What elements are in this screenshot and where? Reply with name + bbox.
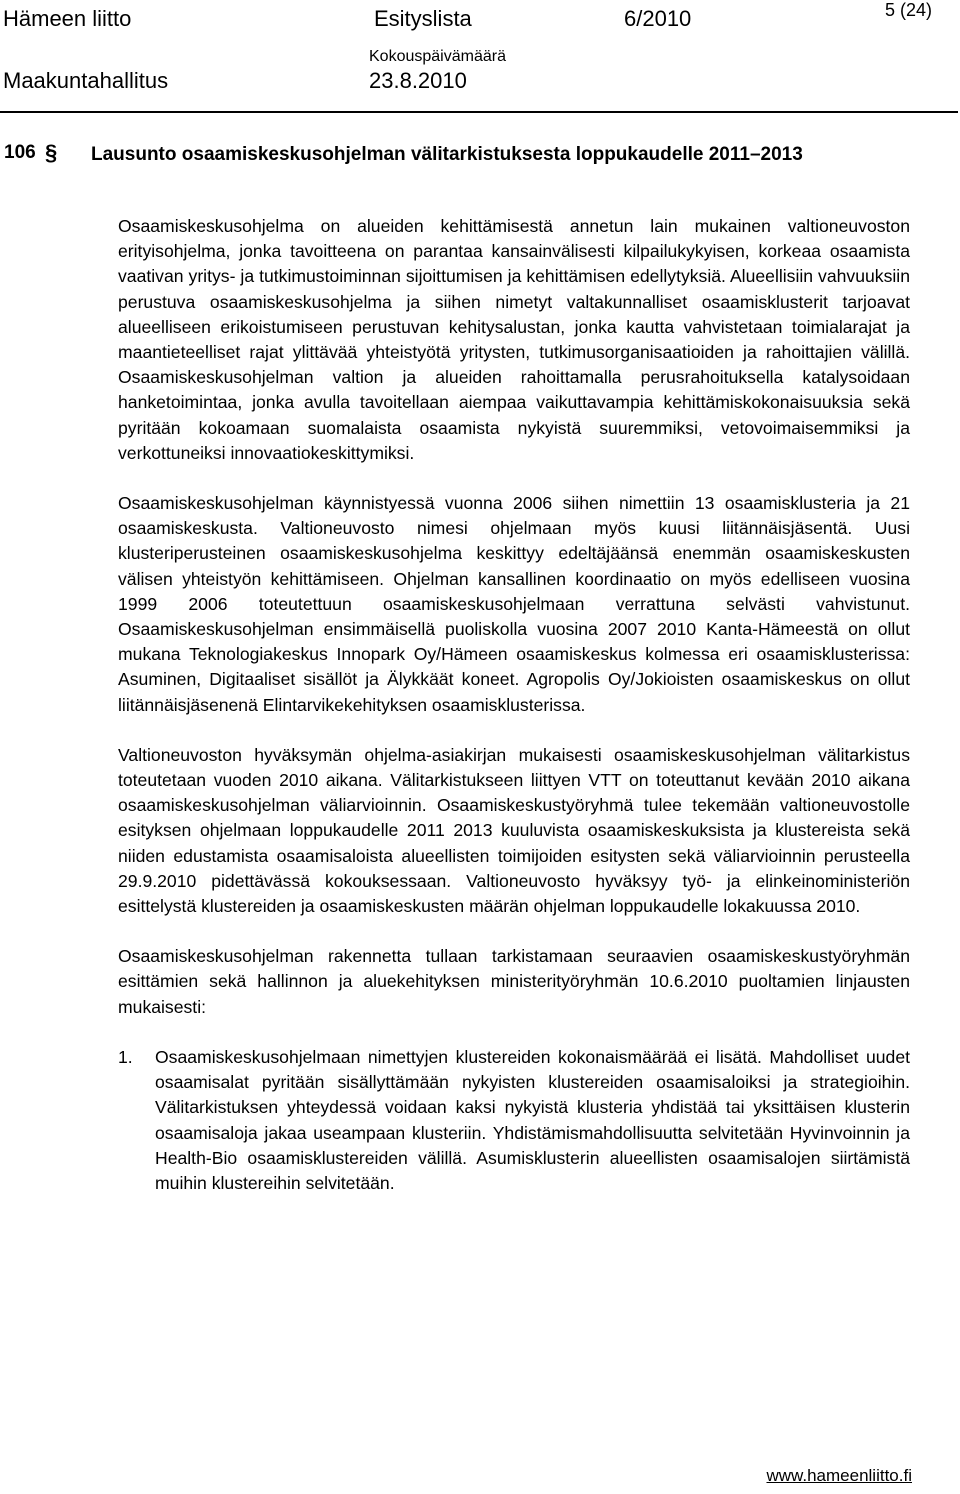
document-type: Esityslista xyxy=(374,6,472,31)
guideline-list xyxy=(118,1045,910,1196)
document-number: 6/2010 xyxy=(624,6,692,31)
section-number: 106 xyxy=(4,142,36,163)
paragraph: Osaamiskeskusohjelman rakennetta tullaan tarkistamaan seuraavien osaamiskeskustyöryhmän esittämien sekä hallinnon ja aluekehityksen ministerityöryhmän 10.6.2010 puoltamien linjausten mukaisesti: xyxy=(118,946,910,1017)
sub-organization-name: Maakuntahallitus xyxy=(3,68,169,93)
organization-name: Hämeen liitto xyxy=(3,6,132,31)
paragraph: Valtioneuvoston hyväksymän ohjelma-asiakirjan mukaisesti osaamiskeskusohjelman välitarkistus toteutetaan vuoden 2010 aikana. Välitarkistukseen liittyen VTT on toteuttanut kevään 2010 aikana osaamiskeskusohjelman väliarvioinnin. Osaamiskeskustyöryhmä tulee tekemään valtioneuvostolle esityksen ohjelmaan loppukaudelle 2011 2013 kuuluvista osaamiskeskuksista ja klustereista sekä niiden edustamista osaamisaloista alueellisten toimijoiden esitysten sekä väliarvioinnin perusteella 29.9.2010 pidettävässä kokouksessaan. Valtioneuvosto hyväksyy työ- ja elinkeinoministeriön esittelystä klustereiden ja osaamiskeskusten määrän ohjelman loppukaudelle lokakuussa 2010. xyxy=(118,744,910,917)
paragraph: Osaamiskeskusohjelman käynnistyessä vuonna 2006 siihen nimettiin 13 osaamisklusteria ja 21 osaamiskeskusta. Valtioneuvosto nimesi ohjelmaan myös kuusi liitännäisjäsentä. Uusi klusteriperusteinen osaamiskeskusohjelma keskittyy edeltäjäänsä enemmän osaamiskeskusten välisen yhteistyön kehittämiseen. Ohjelman kansallinen koordinaatio on myös edelliseen vuosina 1999 2006 toteutettuun osaamiskeskusohjelmaan verrattuna selvästi vahvistunut. Osaamiskeskusohjelman ensimmäisellä puoliskolla vuosina 2007 2010 Kanta-Hämeestä on ollut mukana Teknologiakeskus Innopark Oy/Hämeen osaamiskeskus kolmessa eri osaamisklusterissa: Asuminen, Digitaaliset sisällöt ja Älykkäät koneet. Agropolis Oy/Jokioisten osaamiskeskus on ollut liitännäisjäsenenä Elintarvikekehityksen osaamisklusterissa. xyxy=(118,493,910,715)
page-number: 5 (24) xyxy=(884,0,932,20)
document-body xyxy=(118,214,910,1196)
meeting-date: 23.8.2010 xyxy=(369,68,467,93)
list-item-text: Osaamiskeskusohjelmaan nimettyjen klustereiden kokonaismäärää ei lisätä. Mahdolliset uudet osaamisalat pyritään sisällyttämään nykyisten klustereiden osaamisaloiksi ja strategioihin. Välitarkistuksen yhteydessä voidaan kaksi nykyistä klusteria yhdistää tai yksittäisen klusterin osaamisaloja jakaa useampaan klusteriin. Yhdistämismahdollisuutta selvitetään Hyvinvoinnin ja Health-Bio osaamisklustereiden välillä. Asumisklusterin alueellisten osaamisalojen siirtämistä muihin klustereihin selvitetään. xyxy=(155,1046,910,1193)
website-link[interactable]: www.hameenliitto.fi xyxy=(766,1466,912,1485)
paragraph: Osaamiskeskusohjelma on alueiden kehittämisestä annetun lain mukainen valtioneuvoston erityisohjelma, jonka tavoitteena on parantaa kansainvälisesti kilpailukykyisen, korkeaa osaamista vaativan yritys- ja tutkimustoiminnan sijoittumisen ja kehittämisen edellytyksiä. Alueellisiin vahvuuksiin perustuva osaamiskeskusohjelma ja siihen nimetyt valtakunnalliset osaamisklusterit tarjoavat alueelliseen erikoistumiseen perustuvan kehitysalustan, jonka kautta vahvistetaan toimialarajat ja maantieteelliset rajat ylittävää yhteistyötä yritysten, tutkimusorganisaatioiden ja rahoittajien välillä. Osaamiskeskusohjelman valtion ja alueiden rahoittamalla perusrahoituksella katalysoidaan hanketoimintaa, jonka avulla tavoitellaan aiempaa vaikuttavampia kehittämiskokonaisuuksia sekä pyritään kokoamaan suomalaista osaamista nykyistä suuremmiksi, vetovoimaisemmiksi ja verkottuneiksi innovaatiokeskittymiksi. xyxy=(118,216,910,463)
list-item-number: 1. xyxy=(118,1046,133,1067)
header-divider xyxy=(0,111,958,113)
list-item xyxy=(118,1045,910,1196)
section-title: Lausunto osaamiskeskusohjelman välitarkistuksesta loppukaudelle 2011–2013 xyxy=(91,144,803,165)
meeting-date-label: Kokouspäivämäärä xyxy=(369,48,506,65)
section-sign: § xyxy=(45,140,58,165)
